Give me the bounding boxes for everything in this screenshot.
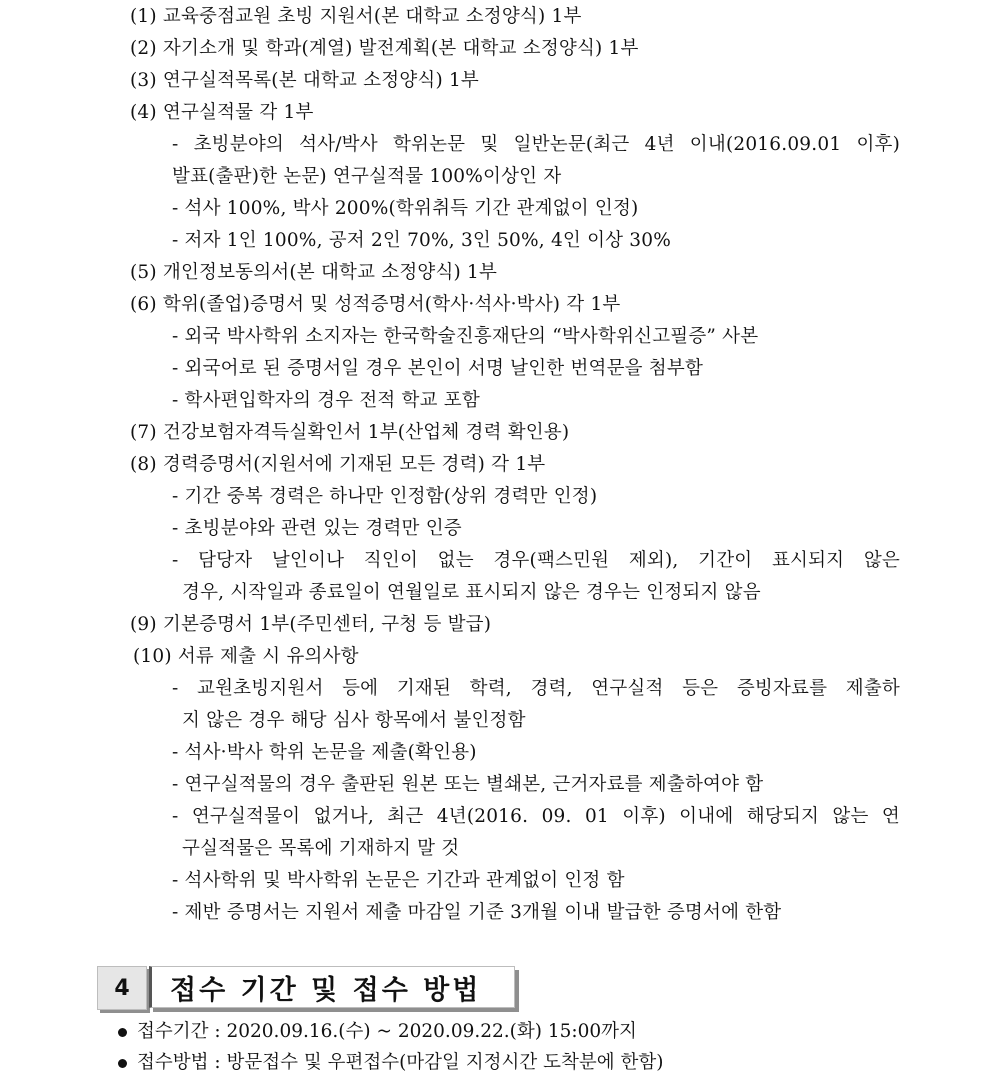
list-item-10-sub-4: - 연구실적물이 없거나, 최근 4년(2016. 09. 01 이후) 이내에 해당되지 않는 연: [172, 806, 900, 827]
list-item-7: (7) 건강보험자격득실확인서 1부(산업체 경력 확인용): [130, 422, 570, 443]
list-item-1: (1) 교육중점교원 초빙 지원서(본 대학교 소정양식) 1부: [130, 6, 582, 27]
list-item-8: (8) 경력증명서(지원서에 기재된 모든 경력) 각 1부: [130, 454, 546, 475]
list-item-8-sub-1: - 기간 중복 경력은 하나만 인정함(상위 경력만 인정): [172, 486, 598, 507]
list-item-6: (6) 학위(졸업)증명서 및 성적증명서(학사·석사·박사) 각 1부: [130, 294, 621, 315]
list-item-10-sub-5: - 석사학위 및 박사학위 논문은 기간과 관계없이 인정 함: [172, 870, 625, 891]
list-item-6-sub-1: - 외국 박사학위 소지자는 한국학술진흥재단의 “박사학위신고필증” 사본: [172, 326, 759, 347]
list-item-4: (4) 연구실적물 각 1부: [130, 102, 314, 123]
section-title-box: [149, 966, 515, 1008]
section-title: 접수 기간 및 접수 방법: [170, 974, 482, 1006]
list-item-4-sub-1: - 초빙분야의 석사/박사 학위논문 및 일반논문(최근 4년 이내(2016.09.01 이후): [172, 134, 900, 155]
bullet-item-method: [118, 1047, 663, 1079]
list-item-10-sub-1-cont: 지 않은 경우 해당 심사 항목에서 불인정함: [182, 710, 526, 731]
section-number: 4: [114, 975, 130, 1001]
list-item-10-sub-3: - 연구실적물의 경우 출판된 원본 또는 별쇄본, 근거자료를 제출하여야 함: [172, 774, 764, 795]
section-number-badge: [97, 966, 147, 1010]
list-item-3: (3) 연구실적목록(본 대학교 소정양식) 1부: [130, 70, 479, 91]
list-item-6-sub-2: - 외국어로 된 증명서일 경우 본인이 서명 날인한 번역문을 첨부함: [172, 358, 704, 379]
bullet-item-period: [118, 1016, 637, 1048]
list-item-6-sub-3: - 학사편입학자의 경우 전적 학교 포함: [172, 390, 480, 411]
list-item-5: (5) 개인정보동의서(본 대학교 소정양식) 1부: [130, 262, 498, 283]
list-item-4-sub-2: - 석사 100%, 박사 200%(학위취득 기간 관계없이 인정): [172, 198, 639, 219]
list-item-10-sub-2: - 석사·박사 학위 논문을 제출(확인용): [172, 742, 477, 763]
list-item-10: (10) 서류 제출 시 유의사항: [133, 646, 359, 667]
list-item-8-sub-3-cont: 경우, 시작일과 종료일이 연월일로 표시되지 않은 경우는 인정되지 않음: [182, 582, 761, 603]
bullet-text: 접수기간 : 2020.09.16.(수) ~ 2020.09.22.(화) 15:00까지: [137, 1021, 637, 1042]
list-item-8-sub-3: - 담당자 날인이나 직인이 없는 경우(팩스민원 제외), 기간이 표시되지 않은: [172, 550, 900, 571]
list-item-10-sub-4-cont: 구실적물은 목록에 기재하지 말 것: [182, 838, 460, 859]
list-item-10-sub-6: - 제반 증명서는 지원서 제출 마감일 기준 3개월 이내 발급한 증명서에 한함: [172, 902, 782, 923]
list-item-4-sub-1-cont: 발표(출판)한 논문) 연구실적물 100%이상인 자: [172, 166, 562, 187]
list-item-9: (9) 기본증명서 1부(주민센터, 구청 등 발급): [130, 614, 492, 635]
list-item-8-sub-2: - 초빙분야와 관련 있는 경력만 인증: [172, 518, 462, 539]
bullet-icon: [118, 1059, 127, 1068]
list-item-2: (2) 자기소개 및 학과(계열) 발전계획(본 대학교 소정양식) 1부: [130, 38, 639, 59]
bullet-text: 접수방법 : 방문접수 및 우편접수(마감일 지정시간 도착분에 한함): [137, 1052, 664, 1073]
bullet-icon: [118, 1028, 127, 1037]
list-item-4-sub-3: - 저자 1인 100%, 공저 2인 70%, 3인 50%, 4인 이상 30%: [172, 230, 672, 251]
list-item-10-sub-1: - 교원초빙지원서 등에 기재된 학력, 경력, 연구실적 등은 증빙자료를 제출하: [172, 678, 900, 699]
